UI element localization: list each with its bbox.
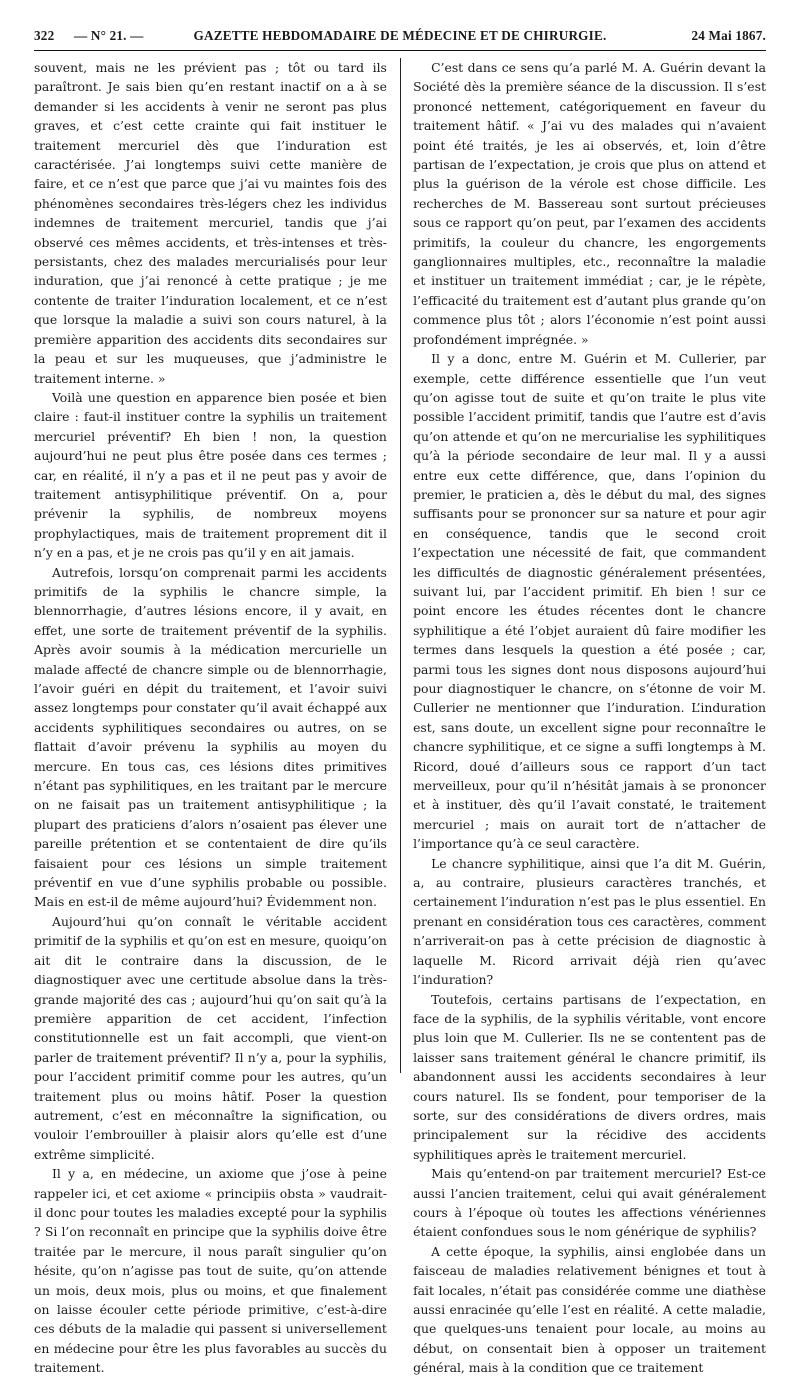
paragraph: Autrefois, lorsqu’on comprenait parmi les accidents primitifs de la syphilis le chancre simple, la blennorrhagie, d’autres lésions encore, il y avait, en effet, une sorte de traitement préventif de la syphilis. Après avoir soumis à la médication mercurielle un malade affecté de chancre simple ou de blennorrhagie, l’avoir guéri en dépit du traitement, et l’avoir suivi assez longtemps pour constater qu’il avait échappé aux accidents syphilitiques secondaires ou autres, on se flattait d’avoir prévenu la syphilis au moyen du mercure. En tous cas, ces lésions dites primitives n’étant pas syphilitiques, en les traitant par le mercure on ne faisait pas un traitement antisyphilitique ; la plupart des praticiens d’alors n’osaient pas élever une pareille prétention et se contentaient de dire qu’ils faisaient pour ces lésions un simple traitement préventif en vue d’une syphilis probable ou possible. Mais en est-il de même aujourd’hui? Évidemment non.: [34, 564, 387, 910]
running-header: [34, 28, 766, 44]
column-divider: [400, 58, 401, 1073]
paragraph: Il y a donc, entre M. Guérin et M. Cullerier, par exemple, cette différence essentielle que l’un veut qu’on agisse tout de suite et qu’on traite le plus vite possible l’accident primitif, tandis que l’autre est d’avis qu’on attende et qu’on ne mercurialise les syphilitiques qu’à la période secondaire de leur mal. Il y a aussi entre eux cette différence, que, dans l’opinion du premier, le praticien a, dès le début du mal, des signes suffisants pour se prononcer sur sa nature et pour agir en conséquence, tandis que le second croit l’expectation une nécessité de fait, que commandent les difficultés de diagnostic généralement présentées, suivant lui, par l’accident primitif. Eh bien ! sur ce point encore les études récentes dont le chancre syphilitique a été l’objet auraient dû faire modifier les termes dans lesquels la question a été posée ; car, parmi tous les signes dont nous disposons aujourd’hui pour diagnostiquer le chancre, on s’étonne de voir M. Cullerier ne mentionner que l’induration. L’induration est, sans doute, un excellent signe pour reconnaître le chancre syphilitique, et ce signe a suffi longtemps à M. Ricord, doué d’ailleurs sous ce rapport d’un tact merveilleux, pour qu’il n’hésitât jamais à se prononcer et à instituer, dès qu’il l’avait constaté, le traitement mercuriel ; mais on aurait tort de n’attacher de l’importance qu’à ce seul caractère.: [413, 351, 766, 852]
paragraph: Toutefois, certains partisans de l’expectation, en face de la syphilis, de la syphilis véritable, vont encore plus loin que M. Cullerier. Ils ne se contentent pas de laisser sans traitement général le chancre primitif, ils abandonnent aussi les accidents secondaires à leur cours naturel. Ils se fondent, pour temporiser de la sorte, sur des considérations de divers ordres, mais principalement sur la récidive des accidents syphilitiques après le traitement mercuriel.: [413, 991, 766, 1162]
paragraph: souvent, mais ne les prévient pas ; tôt ou tard ils paraîtront. Je sais bien qu’en restant inactif on a à se demander si les accidents à venir ne seront pas plus graves, et c’est cette crainte qui fait instituer le traitement mercuriel dès que l’induration est caractérisée. J’ai longtemps suivi cette manière de faire, et ce n’est que parce que j’ai vu maintes fois des phénomènes secondaires très-légers chez les individus indemnes de traitement mercuriel, tandis que j’ai observé ces mêmes accidents, et très-intenses et très-persistants, chez des malades mercurialisés pour leur induration, que j’ai renoncé à cette pratique ; je me contente de traiter l’induration localement, et ce n’est que lorsque la maladie a suivi son cours naturel, à la première apparition des accidents dits secondaires sur la peau et sur les muqueuses, que j’administre le traitement interne. »: [34, 60, 387, 386]
paragraph: A cette époque, la syphilis, ainsi englobée dans un faisceau de maladies relativement bénignes et tout à fait locales, n’était pas considérée comme une diathèse aussi enracinée qu’elle l’est en réalité. A cette maladie, que quelques-uns tenaient pour locale, au moins au début, on consentait bien à opposer un traitement général, mais à la condition que ce traitement: [413, 1243, 766, 1376]
paragraph: C’est dans ce sens qu’a parlé M. A. Guérin devant la Société dès la première séance de la discussion. Il s’est prononcé nettement, catégoriquement en faveur du traitement hâtif. « J’ai vu des malades qui n’avaient point été traités, je les ai observés, et, loin d’être partisan de l’expectation, je crois que plus on attend et plus la guérison de la vérole est chose difficile. Les recherches de M. Bassereau sont surtout précieuses sous ce rapport qu’on peut, par l’examen des accidents primitifs, la couleur du chancre, les engorgements ganglionnaires multiples, etc., reconnaître la maladie et instituer un traitement immédiat ; car, je le répète, l’efficacité du traitement est d’autant plus grande qu’on commence plus tôt ; alors l’économie n’est point aussi profondément imprégnée. »: [413, 60, 766, 347]
paragraph: Mais qu’entend-on par traitement mercuriel? Est-ce aussi l’ancien traitement, celui qui avait généralement cours à l’époque où toutes les affections vénériennes étaient confondues sous le nom générique de syphilis?: [413, 1166, 766, 1240]
issue-number: — N° 21. —: [74, 28, 144, 43]
right-column: [413, 58, 766, 1376]
issue-date: 24 Mai 1867.: [691, 28, 766, 43]
paragraph: Il y a, en médecine, un axiome que j’ose à peine rappeler ici, et cet axiome « principiis obsta » vaudrait-il donc pour toutes les maladies excepté pour la syphilis ? Si l’on reconnaît en principe que la syphilis doive être traitée par le mercure, il nous paraît singulier qu’on hésite, qu’on n’agisse pas tout de suite, qu’on attende un mois, deux mois, plus ou moins, et que finalement on laisse écouler cette période primitive, c’est-à-dire ces débuts de la maladie qui passent si universellement en médecine pour être les plus favorables au succès du traitement.: [34, 1166, 387, 1376]
paragraph: Le chancre syphilitique, ainsi que l’a dit M. Guérin, a, au contraire, plusieurs caractères tranchés, et certainement l’induration n’est pas le plus essentiel. En prenant en considération tous ces caractères, comment n’arriverait-on pas à cette précision de diagnostic à laquelle M. Ricord arrivait déjà rien qu’avec l’induration?: [413, 855, 766, 988]
paragraph: Voilà une question en apparence bien posée et bien claire : faut-il instituer contre la syphilis un traitement mercuriel préventif? Eh bien ! non, la question aujourd’hui ne peut plus être posée dans ces termes ; car, en réalité, il n’y a pas et il ne peut pas y avoir de traitement antisyphilitique préventif. On a, pour prévenir la syphilis, de nombreux moyens prophylactiques, mais de traitement proprement dit il n’y en a pas, et je ne crois pas qu’il y en ait jamais.: [34, 389, 387, 561]
two-column-body: [34, 58, 766, 1376]
header-rule: [34, 50, 766, 51]
page-number: 322: [34, 28, 55, 43]
left-column: [34, 58, 387, 1376]
journal-title: GAZETTE HEBDOMADAIRE DE MÉDECINE ET DE CHIRURGIE.: [193, 28, 607, 43]
paragraph: Aujourd’hui qu’on connaît le véritable accident primitif de la syphilis et qu’on est en mesure, quoiqu’on ait dit le contraire dans la discussion, de le diagnostiquer avec une certitude absolue dans la très-grande majorité des cas ; aujourd’hui qu’on sait qu’à la première apparition de cet accident, l’infection constitutionnelle est un fait accompli, que vient-on parler de traitement préventif? Il n’y a, pour la syphilis, pour l’accident primitif comme pour les autres, qu’un traitement plus ou moins hâtif. Poser la question autrement, c’est en méconnaître la signification, ou vouloir l’embrouiller à plaisir alors qu’elle est d’une extrême simplicité.: [34, 913, 387, 1162]
